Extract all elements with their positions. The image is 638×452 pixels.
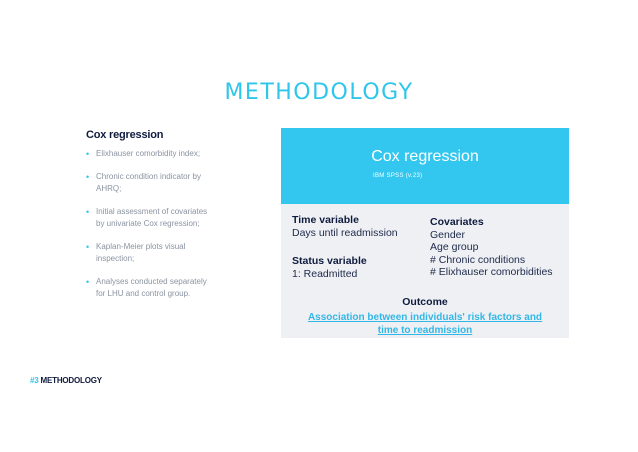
bullet-text: Kaplan-Meier plots visual xyxy=(96,241,186,251)
bullet-text: for LHU and control group. xyxy=(96,289,191,298)
time-variable-value: Days until readmission xyxy=(292,226,398,239)
covariate-item: Age group xyxy=(430,241,479,253)
panel-title: Cox regression xyxy=(371,148,479,165)
bullet-dot-icon: • xyxy=(86,206,90,217)
time-variable-block xyxy=(292,214,398,239)
bullet-item xyxy=(86,241,236,266)
bullet-list xyxy=(86,148,236,311)
bullet-dot-icon: • xyxy=(86,171,90,182)
bullet-item xyxy=(86,171,236,196)
cox-panel-header xyxy=(281,128,569,204)
panel-subtitle: IBM SPSS (v.23) xyxy=(373,173,423,179)
bullet-text: AHRQ; xyxy=(96,184,122,193)
outcome-heading: Outcome xyxy=(402,296,448,308)
status-variable-block xyxy=(292,255,367,280)
outcome-line: Association between individuals' risk factors and xyxy=(307,312,543,323)
bullet-dot-icon: • xyxy=(86,276,90,287)
footer-section-label xyxy=(30,376,102,385)
bullet-dot-icon: • xyxy=(86,149,90,159)
covariates-block xyxy=(430,216,553,279)
bullet-text: inspection; xyxy=(96,254,135,263)
covariate-item: Gender xyxy=(430,228,466,241)
bullet-text: Elixhauser comorbidity index; xyxy=(96,149,201,158)
bullet-text: Initial assessment of covariates xyxy=(96,206,208,216)
covariate-item: # Chronic conditions xyxy=(430,253,526,266)
status-variable-value: 1: Readmitted xyxy=(292,267,358,280)
status-variable-heading: Status variable xyxy=(292,255,367,267)
bullet-text: Analyses conducted separately xyxy=(96,276,207,286)
bullet-item xyxy=(86,148,236,161)
section-heading: Cox regression xyxy=(86,129,164,141)
bullet-dot-icon: • xyxy=(86,241,90,252)
outcome-link[interactable] xyxy=(301,311,549,337)
bullet-item xyxy=(86,276,236,301)
outcome-line: time to readmission xyxy=(377,325,473,336)
cox-panel-body xyxy=(281,204,569,338)
covariates-heading: Covariates xyxy=(430,216,484,228)
slide-title: METHODOLOGY xyxy=(224,80,414,105)
time-variable-heading: Time variable xyxy=(292,214,359,226)
footer-section-number: #3 xyxy=(30,376,39,385)
covariate-item: # Elixhauser comorbidities xyxy=(430,266,553,278)
bullet-text: by univariate Cox regression; xyxy=(96,219,200,228)
bullet-item xyxy=(86,206,236,231)
bullet-text: Chronic condition indicator by xyxy=(96,171,201,181)
footer-section-title: METHODOLOGY xyxy=(40,376,102,385)
